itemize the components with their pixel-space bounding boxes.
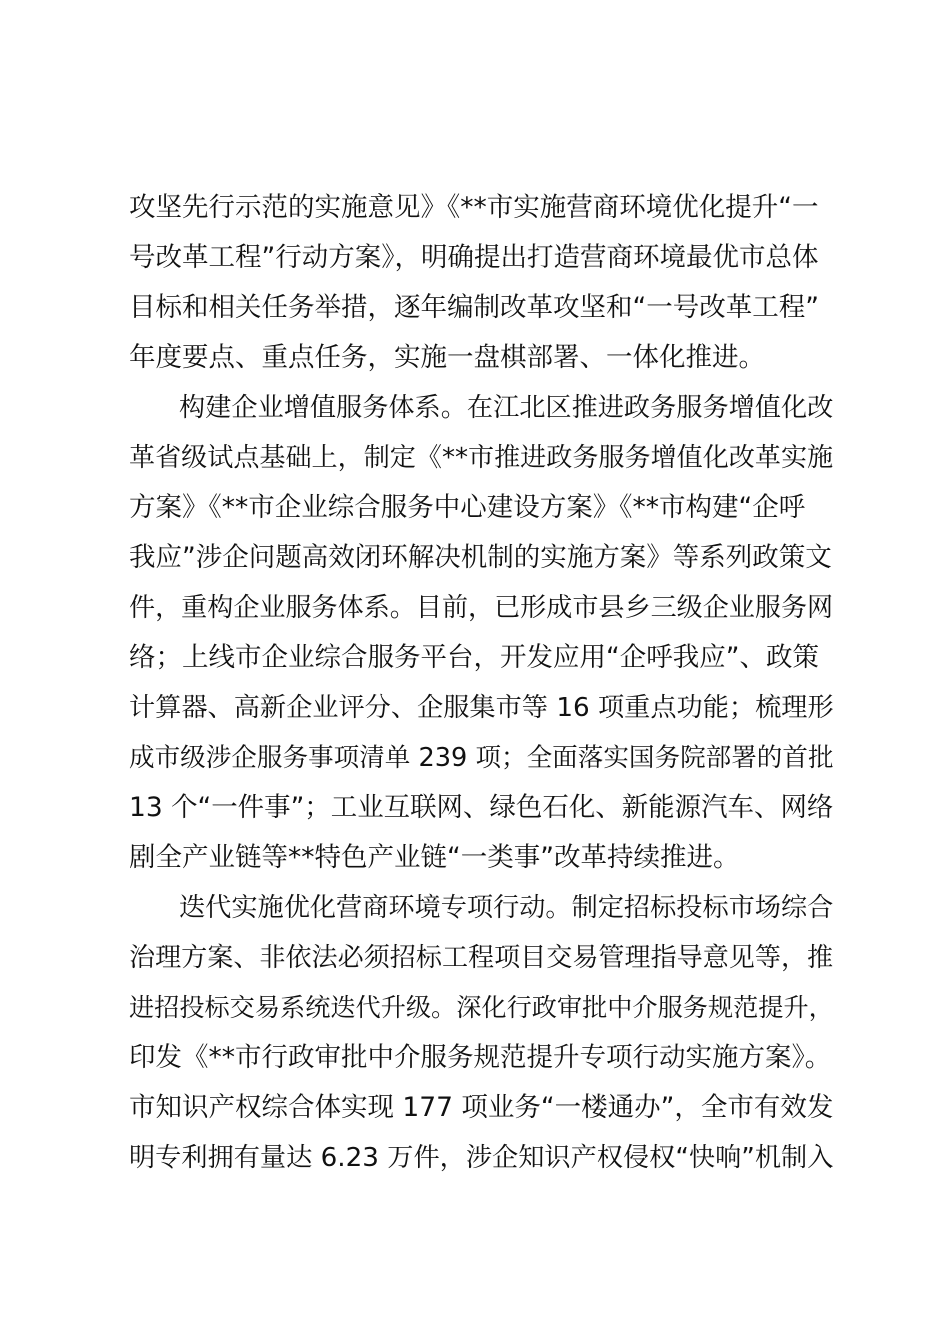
text-line: 进招投标交易系统迭代升级。深化行政审批中介服务规范提升， <box>129 993 834 1022</box>
text-line: 件，重构企业服务体系。目前，已形成市县乡三级企业服务网 <box>129 593 834 623</box>
text-line: 号改革工程”行动方案》，明确提出打造营商环境最优市总体 <box>129 242 819 273</box>
text-line: 印发《**市行政审批中介服务规范提升专项行动实施方案》。 <box>129 1042 832 1073</box>
text-line: 成市级涉企服务事项清单 239 项；全面落实国务院部署的首批 <box>129 743 834 773</box>
text-line: 计算器、高新企业评分、企服集市等 16 项重点功能；梳理形 <box>129 693 834 723</box>
text-line: 我应”涉企问题高效闭环解决机制的实施方案》等系列政策文 <box>129 542 832 573</box>
paragraph-first-line: 构建企业增值服务体系。在江北区推进政务服务增值化改 <box>179 393 834 423</box>
body-text <box>129 183 834 1183</box>
text-line: 剧全产业链等**特色产业链“一类事”改革持续推进。 <box>129 842 740 873</box>
text-line: 目标和相关任务举措，逐年编制改革攻坚和“一号改革工程” <box>129 292 819 323</box>
text-line: 治理方案、非依法必须招标工程项目交易管理指导意见等，推 <box>129 943 834 973</box>
text-line: 明专利拥有量达 6.23 万件，涉企知识产权侵权“快响”机制入 <box>129 1143 834 1173</box>
text-line: 革省级试点基础上，制定《**市推进政务服务增值化改革实施 <box>129 443 834 473</box>
paragraph-first-line: 迭代实施优化营商环境专项行动。制定招标投标市场综合 <box>179 893 834 923</box>
text-line: 13 个“一件事”；工业互联网、绿色石化、新能源汽车、网络 <box>129 792 834 823</box>
text-line: 攻坚先行示范的实施意见》《**市实施营商环境优化提升“一 <box>129 192 819 223</box>
text-line: 市知识产权综合体实现 177 项业务“一楼通办”，全市有效发 <box>129 1092 834 1123</box>
text-line: 络；上线市企业综合服务平台，开发应用“企呼我应”、政策 <box>129 642 819 673</box>
text-line: 年度要点、重点任务，实施一盘棋部署、一体化推进。 <box>129 342 765 373</box>
text-line: 方案》《**市企业综合服务中心建设方案》《**市构建“企呼 <box>129 492 806 523</box>
